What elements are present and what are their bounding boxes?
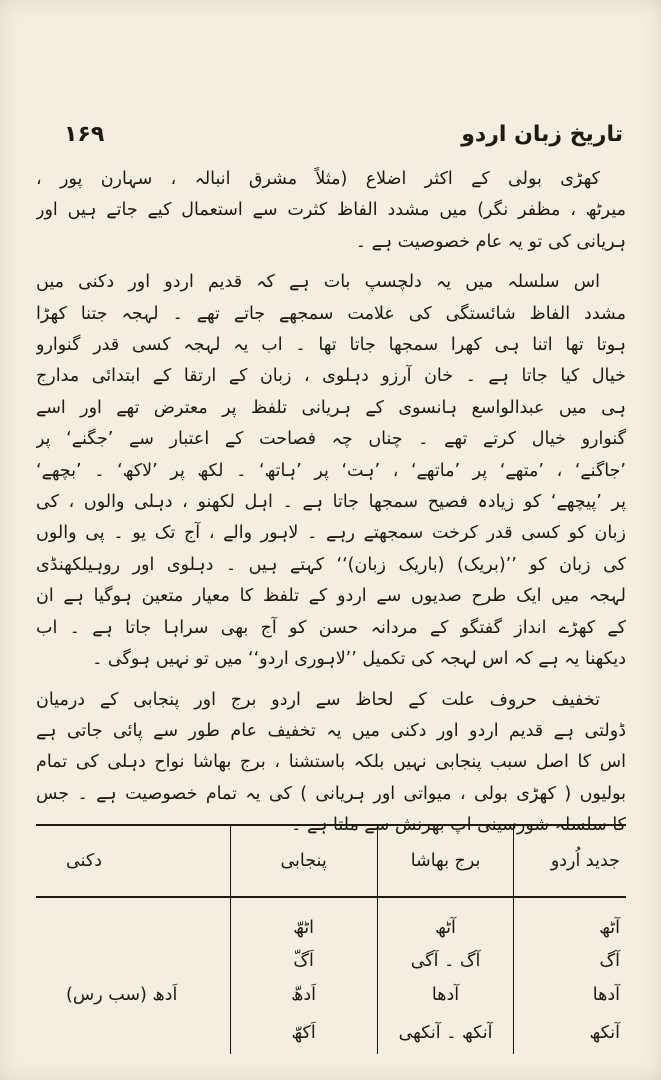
table-cell: آنکھ (514, 1012, 626, 1054)
text-line: ہوتا تھا اتنا ہی کھرا سمجھا جاتا تھا ۔ اب یہ لہجہ کسی قدر گنوارو (36, 335, 626, 356)
table-cell: اَکھّ (230, 1012, 377, 1054)
text-line: بولیوں ( کھڑی بولی ، میواتی اور ہریانی ) کی یہ تمام خصوصیت ہے ۔ جس (36, 783, 626, 804)
table-cell (36, 1012, 230, 1054)
table-cell: آگ ۔ آگی (377, 944, 514, 978)
table-cell: اَدھّ (230, 978, 377, 1012)
paragraph-3 (36, 685, 626, 842)
text-line: پر ’پیچھے‘ کو زیادہ فصیح سمجھا جاتا ہے ۔ اہل لکھنو ، دہلی والوں ، کی (36, 492, 626, 513)
table-cell: آدھا (514, 978, 626, 1012)
text-line: دیکھنا یہ ہے کہ اس لہجہ کی تکمیل ’’لاہوری اردو‘‘ میں تو نہیں ہوگی ۔ (92, 649, 626, 670)
table-row (36, 897, 626, 944)
table-cell: آٹھ (377, 897, 514, 944)
table-cell: آدھا (377, 978, 514, 1012)
table-cell (36, 944, 230, 978)
text-line: خیال کیا جاتا ہے ۔ خان آرزو دہلوی ، زبان کے ارتقا کے ابتدائی مدارج (36, 366, 626, 387)
text-line: کھڑی بولی کے اکثر اضلاع (مثلاً مشرق انبالہ ، سہارن پور ، (36, 169, 600, 189)
text-line: ’جاگنے‘ ، ’متھے‘ پر ’ماتھے‘ ، ’ہت‘ پر ’ہاتھ‘ ۔ لکھ پر ’لاکھ‘ ۔ ’بچھے‘ (36, 460, 626, 481)
column-header-punjabi: پنجابی (230, 825, 377, 897)
text-line: گنوارو خیال کرتے تھے ۔ چناں چہ فصاحت کے اعتبار سے ’جگنے‘ پر (36, 429, 626, 450)
column-header-modern-urdu: جدید اُردو (514, 825, 626, 897)
table-cell: آگ (514, 944, 626, 978)
text-line: ڈولتی ہے قدیم اردو اور دکنی میں یہ تخفیف عام طور سے پائی جاتی ہے (36, 720, 626, 741)
running-title: تاریخ زبان اردو (461, 122, 623, 147)
table-cell (36, 897, 230, 944)
text-line: اس کا اصل سبب پنجابی نہیں بلکہ باستشنا ، برج بھاشا نواح دہلی کی تمام (36, 752, 626, 773)
table-row (36, 1012, 626, 1054)
table-cell: آنکھ ۔ آنکھی (377, 1012, 514, 1054)
table-row (36, 944, 626, 978)
text-line: ہریانی کی تو یہ عام خصوصیت ہے ۔ (355, 231, 626, 252)
column-header-braj-bhasha: برج بھاشا (377, 825, 514, 897)
text-line: اس سلسلہ میں یہ دلچسپ بات ہے کہ قدیم اردو اور دکنی میں (36, 272, 600, 293)
table-cell: آٹھ (514, 897, 626, 944)
table-cell: اَگّ (230, 944, 377, 978)
paragraph-2 (36, 267, 626, 675)
text-line: کے کھڑے انداز گفتگو کے مردانہ حسن کو آج بھی سراہا جاتا ہے ۔ اب (36, 617, 626, 638)
comparison-table-container (36, 824, 626, 1054)
text-line: کا سلسلہ شورسینی اپ بھرنش سے ملتا ہے ۔ (291, 815, 626, 836)
page-number: ۱۶۹ (64, 122, 105, 147)
page-header (0, 118, 661, 158)
text-line: میرٹھ ، مظفر نگر) میں مشدد الفاظ کثرت سے استعمال کیے جاتے ہیں اور (36, 200, 626, 221)
body-text (36, 164, 626, 842)
text-line: زبان کو کسی قدر کرخت سمجھتے رہے ۔ لاہور والے ، آج تک یو ۔ پی والوں (36, 523, 626, 544)
text-line: لہجہ میں ایک طرح صدیوں سے اردو کے تلفظ کا معیار متعین ہوگیا ہے ان (36, 586, 626, 607)
text-line: مشدد الفاظ شائستگی کی علامت سمجھے جاتے تھے ۔ لہجہ جتنا کھڑا (36, 303, 626, 324)
text-line: ہی میں عبدالواسع ہانسوی کے ہریانی تلفظ پر معترض تھے اور اسے (36, 397, 626, 418)
table-cell: اٹھّ (230, 897, 377, 944)
paragraph-1 (36, 164, 626, 258)
table-row (36, 978, 626, 1012)
table-cell: اَدھ (سب رس) (66, 985, 178, 1005)
text-line: کی زبان کو ’’(بریک) (باریک زبان)‘‘ کہتے ہیں ۔ دہلوی اور روہیلکھنڈی (36, 554, 626, 575)
text-line: تخفیف حروف علت کے لحاظ سے اردو برج اور پنجابی کے درمیان (36, 689, 600, 710)
column-header-dakhni: دکنی (36, 825, 230, 897)
table-header-row (36, 825, 626, 897)
comparison-table (36, 824, 626, 1054)
